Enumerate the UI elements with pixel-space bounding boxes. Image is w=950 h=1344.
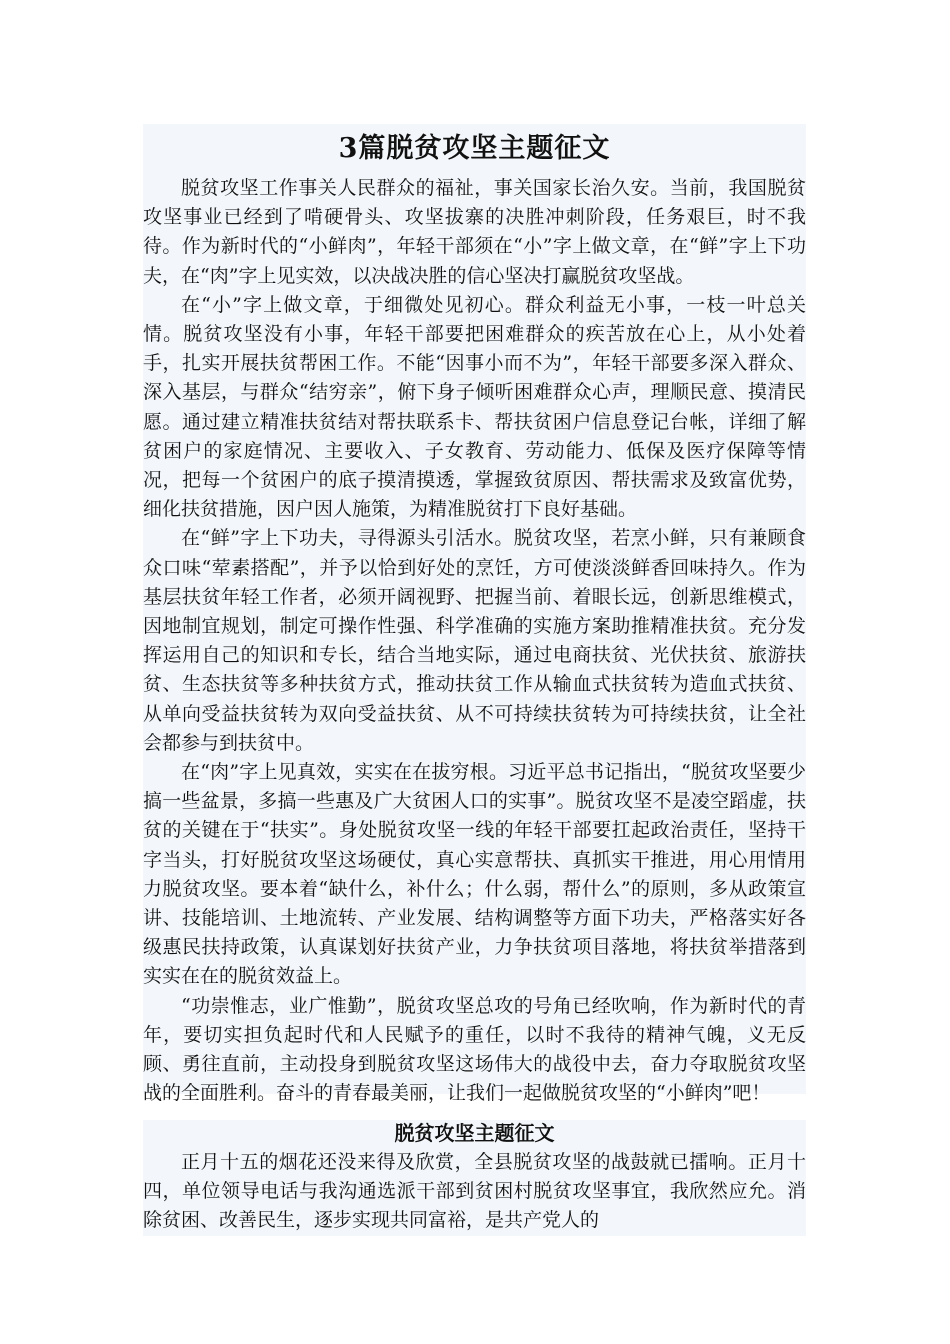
article-1-paragraph-2: 在“小”字上做文章，于细微处见初心。群众利益无小事，一枝一叶总关情。脱贫攻坚没有小事，年轻干部要把困难群众的疾苦放在心上，从小处着手，扎实开展扶贫帮困工作。不能“因事小而不为”，年轻干部要多深入群众、深入基层，与群众“结穷亲”，俯下身子倾听困难群众心声，理顺民意、摸清民愿。通过建立精准扶贫结对帮扶联系卡、帮扶贫困户信息登记台帐，详细了解贫困户的家庭情况、主要收入、子女教育、劳动能力、低保及医疗保障等情况，把每一个贫困户的底子摸清摸透，掌握致贫原因、帮扶需求及致富优势，细化扶贫措施，因户因人施策，为精准脱贫打下良好基础。 — [143, 293, 806, 521]
article-1-paragraph-4: 在“肉”字上见真效，实实在在拔穷根。习近平总书记指出，“脱贫攻坚要少搞一些盆景，多搞一些惠及广大贫困人口的实事”。脱贫攻坚不是凌空蹈虚，扶贫的关键在于“扶实”。身处脱贫攻坚一线的年轻干部要扛起政治责任，坚持干字当头，打好脱贫攻坚这场硬仗，真心实意帮扶、真抓实干推进，用心用情用力脱贫攻坚。要本着“缺什么，补什么；什么弱，帮什么”的原则，多从政策宣讲、技能培训、土地流转、产业发展、结构调整等方面下功夫，严格落实好各级惠民扶持政策，认真谋划好扶贫产业，力争扶贫项目落地，将扶贫举措落到实实在在的脱贫效益上。 — [143, 761, 806, 988]
article-1 — [143, 124, 806, 1105]
article-1-paragraph-3: 在“鲜”字上下功夫，寻得源头引活水。脱贫攻坚，若烹小鲜，只有兼顾食众口味“荤素搭配”，并予以恰到好处的烹饪，方可使淡淡鲜香回味持久。作为基层扶贫年轻工作者，必须开阔视野、把握当前、着眼长远，创新思维模式，因地制宜规划，制定可操作性强、科学准确的实施方案助推精准扶贫。充分发挥运用自己的知识和专长，结合当地实际，通过电商扶贫、光伏扶贫、旅游扶贫、生态扶贫等多种扶贫方式，推动扶贫工作从输血式扶贫转为造血式扶贫、从单向受益扶贫转为双向受益扶贫、从不可持续扶贫转为可持续扶贫，让全社会都参与到扶贫中。 — [143, 527, 806, 754]
article-2 — [143, 1120, 806, 1230]
article-2-title: 脱贫攻坚主题征文 — [143, 1120, 806, 1148]
article-2-paragraph-1: 正月十五的烟花还没来得及欣赏，全县脱贫攻坚的战鼓就已擂响。正月十四，单位领导电话与我沟通选派干部到贫困村脱贫攻坚事宜，我欣然应允。消除贫困、改善民生，逐步实现共同富裕，是共产党人的 — [143, 1148, 806, 1236]
article-1-title: 3篇脱贫攻坚主题征文 — [338, 133, 611, 164]
article-1-paragraph-5: “功崇惟志，业广惟勤”，脱贫攻坚总攻的号角已经吹响，作为新时代的青年，要切实担负起时代和人民赋予的重任，以时不我待的精神气魄，义无反顾、勇往直前，主动投身到脱贫攻坚这场伟大的战役中去，奋力夺取脱贫攻坚战的全面胜利。奋斗的青春最美丽，让我们一起做脱贫攻坚的“小鲜肉”吧！ — [143, 994, 806, 1105]
article-1-paragraph-1: 脱贫攻坚工作事关人民群众的福祉，事关国家长治久安。当前，我国脱贫攻坚事业已经到了啃硬骨头、攻坚拔寨的决胜冲刺阶段，任务艰巨，时不我待。作为新时代的“小鲜肉”，年轻干部须在“小”字上做文章，在“鲜”字上下功夫，在“肉”字上见实效，以决战决胜的信心坚决打赢脱贫攻坚战。 — [143, 177, 806, 287]
